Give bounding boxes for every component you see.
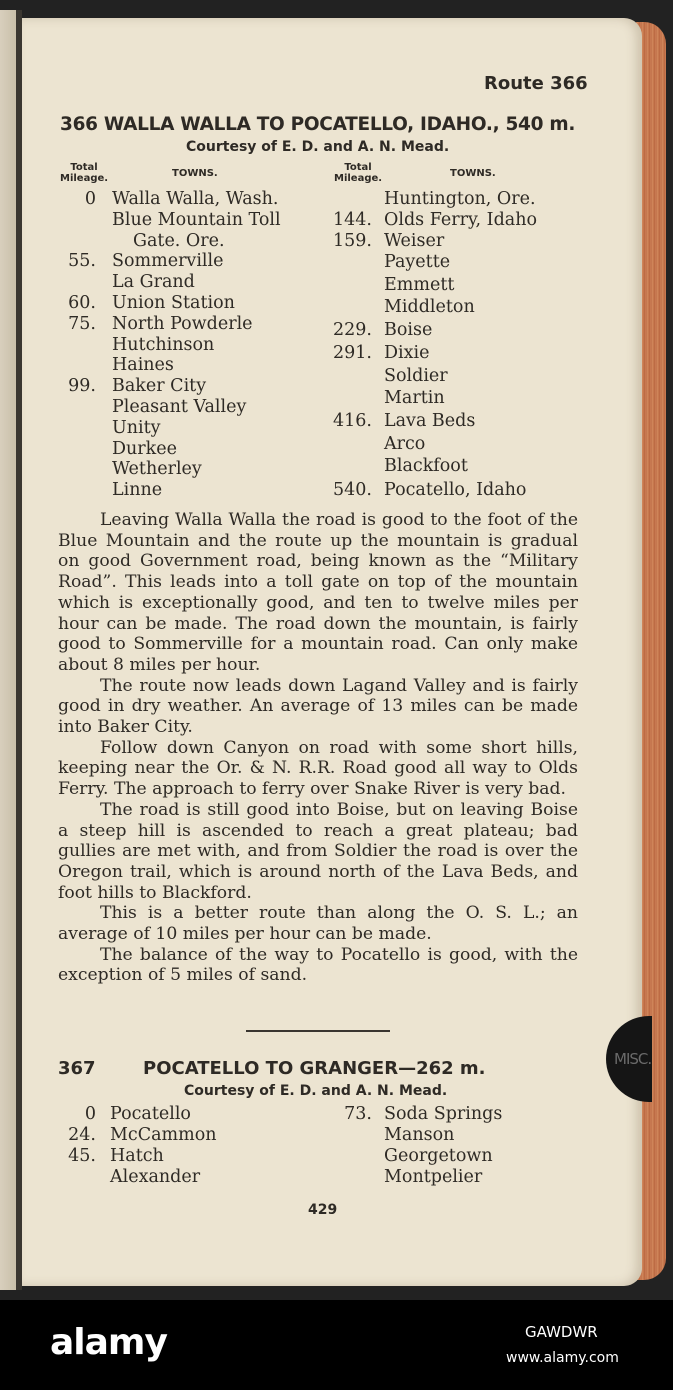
mileage-value: 159. — [333, 231, 372, 251]
section-divider — [246, 1030, 390, 1032]
col-header-mileage-left: Total Mileage. — [60, 162, 109, 184]
town-row — [54, 459, 202, 480]
town-row — [326, 1104, 502, 1125]
col-header-towns-right: TOWNS. — [450, 168, 496, 179]
town-row — [54, 293, 235, 314]
town-name: Unity — [112, 417, 161, 438]
town-row — [322, 411, 475, 432]
town-name: Sommerville — [112, 251, 224, 272]
mileage-value: 73. — [344, 1104, 372, 1124]
town-name: Wetherley — [112, 459, 202, 480]
mileage-value: 99. — [68, 376, 96, 397]
town-row — [54, 335, 214, 356]
town-row — [54, 376, 206, 397]
town-row — [54, 1125, 217, 1146]
mileage-value: 416. — [333, 411, 372, 431]
mileage-value: 144. — [333, 210, 372, 230]
town-name: Haines — [112, 355, 174, 376]
town-name: Walla Walla, Wash. — [112, 189, 279, 209]
town-name: Emmett — [384, 275, 455, 295]
town-name: Weiser — [384, 231, 445, 251]
route-366-description — [58, 510, 578, 986]
town-name: Dixie — [384, 343, 430, 363]
mileage-value: 0 — [84, 1104, 96, 1124]
town-row — [322, 480, 526, 501]
route-367-number: 367 — [58, 1058, 96, 1079]
route-366-number: 366 — [60, 114, 98, 135]
watermark-image-id: GAWDWR — [525, 1323, 598, 1341]
tab-label: MISC. — [614, 1050, 652, 1068]
mileage-value: 291. — [333, 343, 372, 363]
town-name: Lava Beds — [384, 411, 476, 431]
town-name: Blue Mountain Toll — [112, 209, 281, 230]
mileage-value: 229. — [333, 320, 372, 340]
town-row — [54, 397, 246, 418]
town-row — [54, 480, 162, 501]
town-name: Durkee — [112, 438, 177, 459]
town-name: Payette — [384, 252, 451, 272]
paragraph: This is a better route than along the O. S. L.; an average of 10 miles per hour can be made. — [58, 903, 578, 945]
town-row — [322, 210, 537, 231]
paragraph: The road is still good into Boise, but on leaving Boise a steep hill is ascended to reach a great plateau; bad gullies are met with, and from Soldier the road is over the Oregon trail, which is around north of the Lava Beds, and foot hills to Blackford. — [58, 799, 578, 903]
town-name: North Powderle — [112, 313, 253, 334]
town-name: Linne — [112, 480, 163, 501]
town-row — [54, 355, 174, 376]
town-name: Soda Springs — [384, 1104, 503, 1124]
town-row — [322, 297, 475, 318]
town-name: Baker City — [112, 376, 207, 397]
town-row — [326, 1146, 493, 1167]
mileage-value: 75. — [68, 313, 96, 334]
town-name: Hatch — [110, 1146, 164, 1166]
town-name: Pocatello, Idaho — [384, 480, 527, 500]
town-name: La Grand — [112, 272, 195, 293]
route-367-title: POCATELLO TO GRANGER—262 m. — [143, 1058, 486, 1079]
town-name: Union Station — [112, 293, 235, 313]
town-name: Montpelier — [384, 1167, 483, 1187]
paragraph: The route now leads down Lagand Valley and is fairly good in dry weather. An average of 13 miles can be made into Baker City. — [58, 675, 578, 738]
page-number: 429 — [308, 1202, 338, 1218]
town-name: Huntington, Ore. — [384, 189, 536, 209]
town-name: Pocatello — [110, 1104, 191, 1124]
town-row — [54, 251, 223, 272]
town-name: Middleton — [384, 297, 475, 317]
town-name: Soldier — [384, 366, 448, 386]
town-name: Alexander — [110, 1167, 201, 1187]
left-page-edge — [0, 10, 16, 1290]
town-row — [322, 388, 445, 409]
route-366-heading — [60, 114, 575, 135]
paragraph: Leaving Walla Walla the road is good to the foot of the Blue Mountain and the route up the mountain is gradual on good Government road, being known as the “Military Road”. This leads into a toll gate on top of the mountain which is exceptionally good, and ten to twelve miles per hour can be made. The road down the mountain, is fairly good to Sommerville for a mountain road. Can only make about 8 miles per hour. — [58, 510, 578, 675]
town-row — [326, 1125, 454, 1146]
paragraph: Follow down Canyon on road with some short hills, keeping near the Or. & N. R.R. Road good all way to Olds Ferry. The approach to ferry over Snake River is very bad. — [58, 737, 578, 800]
town-row — [322, 366, 448, 387]
town-row — [326, 1167, 482, 1188]
running-header: Route 366 — [484, 73, 588, 94]
route-367-courtesy: Courtesy of E. D. and A. N. Mead. — [184, 1083, 448, 1099]
town-row — [322, 343, 429, 364]
town-row — [54, 1167, 200, 1188]
watermark-logo: alamy — [50, 1322, 167, 1363]
town-name: Gate. Ore. — [133, 230, 225, 251]
town-row — [54, 418, 161, 439]
route-366-courtesy: Courtesy of E. D. and A. N. Mead. — [186, 139, 450, 155]
paragraph: The balance of the way to Pocatello is good, with the exception of 5 miles of sand. — [58, 944, 578, 986]
town-row — [322, 456, 468, 477]
town-name: Pleasant Valley — [112, 397, 247, 417]
town-row — [54, 439, 177, 460]
town-row — [322, 189, 536, 210]
town-row — [54, 314, 253, 335]
town-row — [54, 231, 225, 252]
town-row — [54, 210, 281, 231]
mileage-value: 60. — [68, 293, 96, 313]
town-name: Olds Ferry, Idaho — [384, 210, 538, 230]
town-name: Blackfoot — [384, 456, 468, 476]
route-366-title: WALLA WALLA TO POCATELLO, IDAHO., 540 m. — [103, 114, 576, 135]
mileage-value: 0 — [84, 189, 96, 209]
town-row — [322, 320, 432, 341]
col-header-mileage-right: Total Mileage. — [334, 162, 383, 184]
mileage-value: 540. — [333, 480, 372, 500]
town-row — [322, 434, 425, 455]
col-header-towns-left: TOWNS. — [172, 168, 218, 179]
mileage-value: 55. — [68, 251, 96, 272]
town-name: Manson — [384, 1125, 455, 1145]
town-row — [54, 189, 278, 210]
town-row — [322, 231, 444, 252]
watermark-url: www.alamy.com — [506, 1350, 619, 1366]
town-name: Arco — [384, 434, 426, 454]
town-row — [54, 1146, 164, 1167]
town-row — [322, 275, 454, 296]
town-row — [322, 252, 450, 273]
mileage-value: 45. — [68, 1146, 96, 1166]
town-name: McCammon — [110, 1125, 217, 1145]
town-row — [54, 1104, 191, 1125]
town-row — [54, 272, 195, 293]
town-name: Hutchinson — [112, 334, 215, 355]
town-name: Georgetown — [384, 1146, 493, 1166]
town-name: Martin — [384, 388, 445, 408]
town-name: Boise — [384, 320, 433, 340]
mileage-value: 24. — [68, 1125, 96, 1145]
